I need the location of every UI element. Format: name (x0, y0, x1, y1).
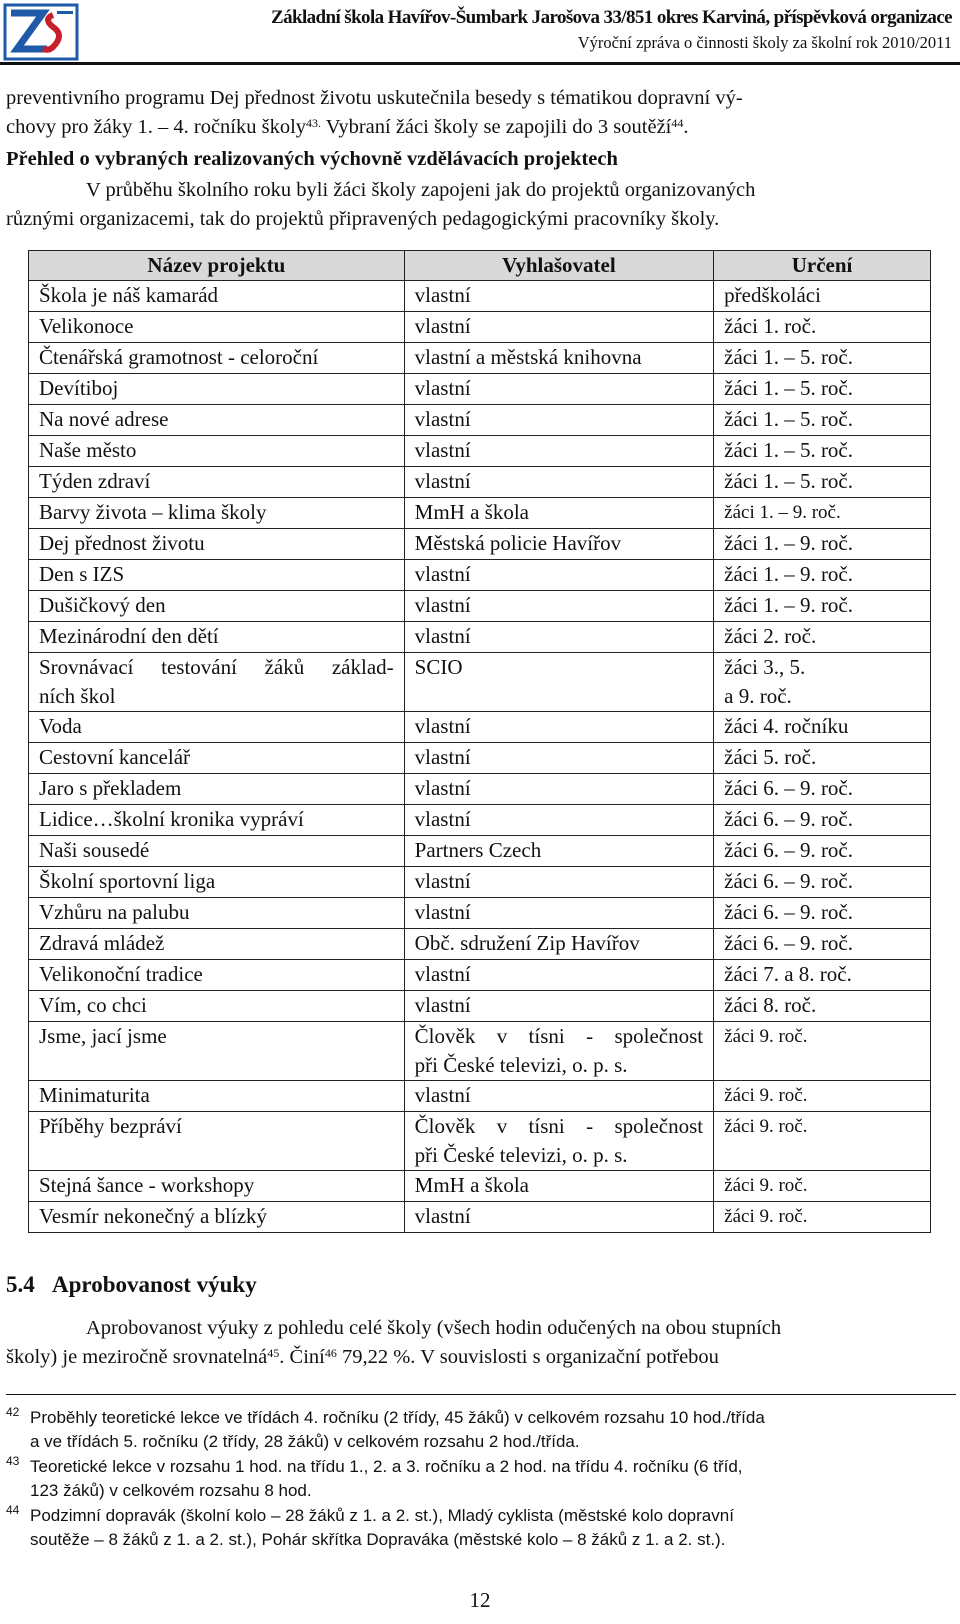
footnote-divider (6, 1394, 956, 1395)
footnote-ref-43[interactable]: 43. (306, 116, 322, 130)
cell-project: Devítiboj (29, 374, 405, 405)
cell-project: Dušičkový den (29, 591, 405, 622)
cell-announcer: vlastní (404, 774, 713, 805)
table-row (29, 836, 931, 867)
footnote-number: 44 (6, 1503, 20, 1517)
projects-paragraph (6, 176, 956, 234)
footnote-line: Teoretické lekce v rozsahu 1 hod. na třídu 1., 2. a 3. ročníku a 2 hod. na třídu 4. ročníku (6 tříd, (30, 1457, 743, 1476)
cell-target: žáci 1. – 9. roč. (714, 498, 931, 529)
cell-announcer: vlastní (404, 712, 713, 743)
cell-target: žáci 1. – 5. roč. (714, 467, 931, 498)
cell-project: Mezinárodní den dětí (29, 622, 405, 653)
cell-project: Den s IZS (29, 560, 405, 591)
cell-target: žáci 1. – 5. roč. (714, 436, 931, 467)
cell-project: Vím, co chci (29, 991, 405, 1022)
cell-announcer: vlastní (404, 991, 713, 1022)
footnote-44 (6, 1504, 956, 1552)
cell-target: žáci 6. – 9. roč. (714, 836, 931, 867)
cell-target: žáci 9. roč. (714, 1022, 931, 1081)
table-row (29, 805, 931, 836)
table-row (29, 312, 931, 343)
footnote-43 (6, 1455, 956, 1503)
table-row (29, 405, 931, 436)
cell-announcer: SCIO (404, 653, 713, 712)
cell-target: žáci 9. roč. (714, 1112, 931, 1171)
cell-project: Školní sportovní liga (29, 867, 405, 898)
page-number: 12 (469, 1588, 491, 1612)
column-header-target: Určení (714, 251, 931, 281)
cell-target: žáci 5. roč. (714, 743, 931, 774)
cell-project: Vesmír nekonečný a blízký (29, 1202, 405, 1233)
table-row (29, 774, 931, 805)
footnote-ref-46[interactable]: 46 (324, 1346, 337, 1360)
table-row (29, 712, 931, 743)
cell-target: žáci 6. – 9. roč. (714, 898, 931, 929)
footnote-ref-45[interactable]: 45 (267, 1346, 280, 1360)
cell-project: Lidice…školní kronika vypráví (29, 805, 405, 836)
cell-announcer: vlastní (404, 898, 713, 929)
cell-project: Srovnávací testování žáků základ- ních škol (29, 653, 405, 712)
cell-target: žáci 6. – 9. roč. (714, 774, 931, 805)
aprob-line-1: Aprobovanost výuky z pohledu celé školy (všech hodin odučených na obou stupních (86, 1317, 782, 1339)
table-row (29, 529, 931, 560)
cell-project: Čtenářská gramotnost - celoroční (29, 343, 405, 374)
cell-announcer: vlastní a městská knihovna (404, 343, 713, 374)
cell-announcer: vlastní (404, 374, 713, 405)
cell-announcer: vlastní (404, 1081, 713, 1112)
cell-announcer: vlastní (404, 1202, 713, 1233)
table-row (29, 1202, 931, 1233)
cell-target: žáci 1. – 5. roč. (714, 343, 931, 374)
table-header-row (29, 251, 931, 281)
cell-project: Na nové adrese (29, 405, 405, 436)
cell-project: Jsme, jací jsme (29, 1022, 405, 1081)
table-row (29, 591, 931, 622)
cell-target: žáci 2. roč. (714, 622, 931, 653)
table-row (29, 622, 931, 653)
cell-project: Stejná šance - workshopy (29, 1171, 405, 1202)
cell-announcer: Obč. sdružení Zip Havířov (404, 929, 713, 960)
cell-announcer: Partners Czech (404, 836, 713, 867)
intro-paragraph (6, 84, 956, 142)
projects-line-1: V průběhu školního roku byli žáci školy zapojeni jak do projektů organizovaných (86, 179, 756, 201)
column-header-project: Název projektu (29, 251, 405, 281)
table-row (29, 436, 931, 467)
cell-announcer: Člověk v tísni - společnost při České televizi, o. p. s. (404, 1022, 713, 1081)
cell-target: žáci 1. – 5. roč. (714, 374, 931, 405)
footnote-number: 42 (6, 1405, 20, 1419)
school-logo (3, 3, 79, 61)
table-row (29, 1112, 931, 1171)
cell-target: předškoláci (714, 281, 931, 312)
cell-announcer: vlastní (404, 743, 713, 774)
cell-target: žáci 9. roč. (714, 1081, 931, 1112)
cell-target: žáci 1. – 9. roč. (714, 560, 931, 591)
cell-announcer: vlastní (404, 560, 713, 591)
cell-target: žáci 9. roč. (714, 1171, 931, 1202)
cell-project: Velikonoce (29, 312, 405, 343)
header-report-title: Výroční zpráva o činnosti školy za školní rok 2010/2011 (577, 33, 952, 52)
cell-announcer: vlastní (404, 436, 713, 467)
table-row (29, 467, 931, 498)
cell-announcer: vlastní (404, 960, 713, 991)
column-header-announcer: Vyhlašovatel (404, 251, 713, 281)
section-title: Aprobovanost výuky (52, 1272, 257, 1297)
aprobovanost-paragraph (6, 1314, 956, 1372)
table-row (29, 991, 931, 1022)
cell-project: Voda (29, 712, 405, 743)
footnote-line: a ve třídách 5. ročníku (2 třídy, 28 žáků) v celkovém rozsahu 2 hod./třída. (30, 1432, 580, 1451)
footnote-line: 123 žáků) v celkovém rozsahu 8 hod. (30, 1481, 312, 1500)
cell-announcer: vlastní (404, 405, 713, 436)
cell-announcer: vlastní (404, 312, 713, 343)
section-heading (6, 1272, 257, 1298)
cell-announcer: vlastní (404, 622, 713, 653)
footnote-line: soutěže – 8 žáků z 1. a 2. st.), Pohár skřítka Dopraváka (městské kolo – 8 žáků z 1. a 2. st.). (30, 1530, 726, 1549)
cell-announcer: vlastní (404, 467, 713, 498)
table-row (29, 929, 931, 960)
table-row (29, 1022, 931, 1081)
cell-announcer: MmH a škola (404, 1171, 713, 1202)
cell-target: žáci 4. ročníku (714, 712, 931, 743)
table-row (29, 498, 931, 529)
cell-project: Jaro s překladem (29, 774, 405, 805)
cell-project: Velikonoční tradice (29, 960, 405, 991)
footnote-ref-44[interactable]: 44 (671, 116, 684, 130)
header-school-name: Základní škola Havířov-Šumbark Jarošova 33/851 okres Karviná, příspěvková organizace (271, 7, 952, 28)
cell-target: žáci 1. roč. (714, 312, 931, 343)
cell-announcer: vlastní (404, 805, 713, 836)
footnote-line: Proběhly teoretické lekce ve třídách 4. ročníku (2 třídy, 45 žáků) v celkovém rozsahu 10 hod./třída (30, 1408, 765, 1427)
table-row (29, 898, 931, 929)
cell-project: Cestovní kancelář (29, 743, 405, 774)
footnote-number: 43 (6, 1454, 20, 1468)
cell-target: žáci 1. – 9. roč. (714, 591, 931, 622)
table-row (29, 560, 931, 591)
cell-project: Příběhy bezpráví (29, 1112, 405, 1171)
cell-announcer: Městská policie Havířov (404, 529, 713, 560)
table-row (29, 374, 931, 405)
table-row (29, 743, 931, 774)
cell-project: Vzhůru na palubu (29, 898, 405, 929)
cell-target: žáci 8. roč. (714, 991, 931, 1022)
projects-heading: Přehled o vybraných realizovaných výchovně vzdělávacích projektech (6, 148, 618, 170)
header-divider (0, 62, 960, 65)
cell-announcer: Člověk v tísni - společnost při České televizi, o. p. s. (404, 1112, 713, 1171)
cell-target: žáci 1. – 9. roč. (714, 529, 931, 560)
cell-target: žáci 6. – 9. roč. (714, 929, 931, 960)
cell-project: Naše město (29, 436, 405, 467)
cell-target: žáci 6. – 9. roč. (714, 805, 931, 836)
footnote-line: Podzimní dopravák (školní kolo – 28 žáků z 1. a 2. st.), Mladý cyklista (městské kolo dopravní (30, 1506, 734, 1525)
cell-target: žáci 3., 5. a 9. roč. (714, 653, 931, 712)
cell-project: Naši sousedé (29, 836, 405, 867)
cell-target: žáci 6. – 9. roč. (714, 867, 931, 898)
intro-line-1: preventivního programu Dej přednost životu uskutečnila besedy s tématikou dopravní vý- (6, 87, 743, 109)
cell-project: Minimaturita (29, 1081, 405, 1112)
table-row (29, 653, 931, 712)
cell-target: žáci 1. – 5. roč. (714, 405, 931, 436)
table-row (29, 343, 931, 374)
cell-project: Zdravá mládež (29, 929, 405, 960)
projects-line-2: různými organizacemi, tak do projektů připravených pedagogickými pracovníky školy. (6, 208, 720, 230)
aprob-line-2: školy) je meziročně srovnatelná$^{45}$. Činí$^{46}$ 79,22 %. V souvislosti s organizační potřebou (6, 1346, 719, 1368)
cell-project: Týden zdraví (29, 467, 405, 498)
cell-project: Dej přednost životu (29, 529, 405, 560)
table-row (29, 1081, 931, 1112)
cell-target: žáci 9. roč. (714, 1202, 931, 1233)
table-row (29, 867, 931, 898)
cell-project: Barvy života – klima školy (29, 498, 405, 529)
section-number: 5.4 (6, 1272, 35, 1297)
table-row (29, 1171, 931, 1202)
table-row (29, 960, 931, 991)
cell-announcer: MmH a škola (404, 498, 713, 529)
cell-target: žáci 7. a 8. roč. (714, 960, 931, 991)
cell-announcer: vlastní (404, 281, 713, 312)
footnote-42 (6, 1406, 956, 1454)
cell-project: Škola je náš kamarád (29, 281, 405, 312)
intro-line-2: chovy pro žáky 1. – 4. ročníku školy$^{43.}$ Vybraní žáci školy se zapojili do 3 soutěží$^{44}$. (6, 116, 689, 138)
table-row (29, 281, 931, 312)
cell-announcer: vlastní (404, 867, 713, 898)
cell-announcer: vlastní (404, 591, 713, 622)
projects-table (28, 250, 931, 1233)
